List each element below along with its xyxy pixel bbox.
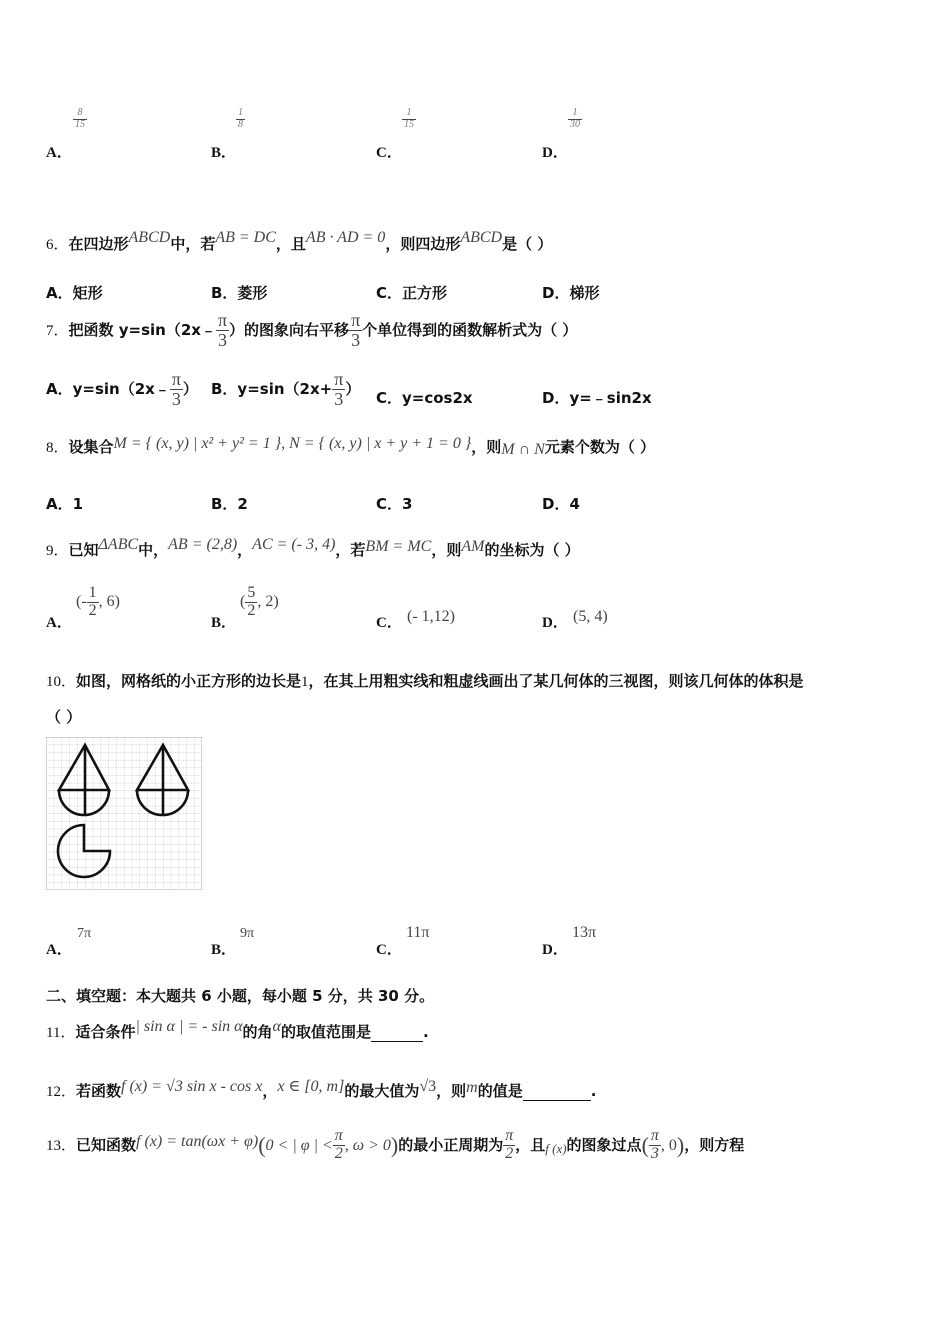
q5-option-d-fraction: $\frac{1}{30}$ <box>570 107 580 130</box>
question-11: 11．适合条件| sin α | = - sin α的角α的取值范围是 . <box>46 1018 429 1041</box>
q5-option-c-label: C． <box>376 145 402 161</box>
question-8: 8．设集合M = { (x, y) | x² + y² = 1 }, N = { (x, y) | x + y + 1 = 0 }，则M ∩ N元素个数为（ ） <box>46 435 656 458</box>
q9-option-d-value: (5, 4) <box>573 608 608 625</box>
q9-option-c-label: C． <box>376 615 402 631</box>
q6-option-b: B．菱形 <box>211 284 268 302</box>
q10-option-a-label: A． <box>46 942 72 958</box>
question-10-bracket: （ ） <box>46 708 82 726</box>
q8-option-a: A．1 <box>46 495 84 513</box>
section-2-heading: 二、填空题：本大题共 6 小题，每小题 5 分，共 30 分。 <box>46 987 435 1005</box>
q10-option-a-value: 7π <box>77 926 92 941</box>
q5-option-c-fraction: $\frac{1}{15}$ <box>404 107 414 130</box>
q10-option-b-value: 9π <box>240 926 255 941</box>
q9-option-c-value: (- 1,12) <box>407 608 455 625</box>
q10-option-d-value: 13π <box>572 924 597 941</box>
q5-option-a-fraction: $\frac{8}{15}$ <box>75 107 85 130</box>
q9-option-b-label: B． <box>211 615 237 631</box>
q8-option-d: D．4 <box>542 495 580 513</box>
q5-option-a-label: A． <box>46 145 72 161</box>
q11-answer-blank[interactable] <box>371 1023 423 1042</box>
q6-option-d: D．梯形 <box>542 284 600 302</box>
q8-option-b: B．2 <box>211 495 248 513</box>
q10-option-c-value: 11π <box>406 924 430 941</box>
q5-option-d-label: D． <box>542 145 568 161</box>
q12-answer-blank[interactable] <box>523 1082 591 1101</box>
three-view-figure <box>46 737 202 890</box>
q10-option-b-label: B． <box>211 942 237 958</box>
q9-option-d-label: D． <box>542 615 568 631</box>
question-12: 12．若函数f (x) = √3 sin x - cos x，x ∈ [0, m]的最大值为√3，则m的值是 . <box>46 1078 597 1100</box>
q7-option-c: C．y=cos2x <box>376 389 473 407</box>
q10-option-d-label: D． <box>542 942 568 958</box>
q7-option-b: B．y=sin（2x+ $\frac{\pi}{3}$ ） <box>211 369 361 409</box>
q7-option-a: A．y=sin（2x﹣ $\frac{\pi}{3}$ ） <box>46 369 198 409</box>
q8-option-c: C．3 <box>376 495 413 513</box>
question-9: 9．已知ΔABC中，AB = (2,8)，AC = (- 3, 4)，若BM = MC，则AM的坐标为（ ） <box>46 536 580 559</box>
q9-option-b-value: ( $\frac{5}{2}$ , 2) <box>240 584 279 619</box>
q9-option-a-label: A． <box>46 615 72 631</box>
q9-option-a-value: (- $\frac{1}{2}$ , 6) <box>76 584 120 619</box>
question-6: 6．在四边形ABCD中，若AB = DC，且AB · AD = 0，则四边形ABCD是（ ） <box>46 229 553 253</box>
question-13: 13．已知函数f (x) = tan(ωx + φ)(0 < | φ | < $\frac{\pi}{2}$ , ω > 0)的最小正周期为 $\frac{\pi}{2}$ ，且f (x)的图象过点( $\frac{\pi}{3}$ , 0)，则方程 <box>46 1127 745 1162</box>
q5-option-b-fraction: $\frac{1}{8}$ <box>238 107 243 130</box>
q7-option-d: D．y=﹣sin2x <box>542 389 652 407</box>
q10-option-c-label: C． <box>376 942 402 958</box>
question-10: 10．如图，网格纸的小正方形的边长是1，在其上用粗实线和粗虚线画出了某几何体的三视图，则该几何体的体积是 <box>46 672 804 690</box>
q5-option-b-label: B． <box>211 145 237 161</box>
question-7: 7．把函数 y=sin（2x﹣ $\frac{\pi}{3}$ ）的图象向右平移 $\frac{\pi}{3}$ 个单位得到的函数解析式为（ ） <box>46 310 578 350</box>
q6-option-a: A．矩形 <box>46 284 103 302</box>
q6-option-c: C．正方形 <box>376 284 448 302</box>
